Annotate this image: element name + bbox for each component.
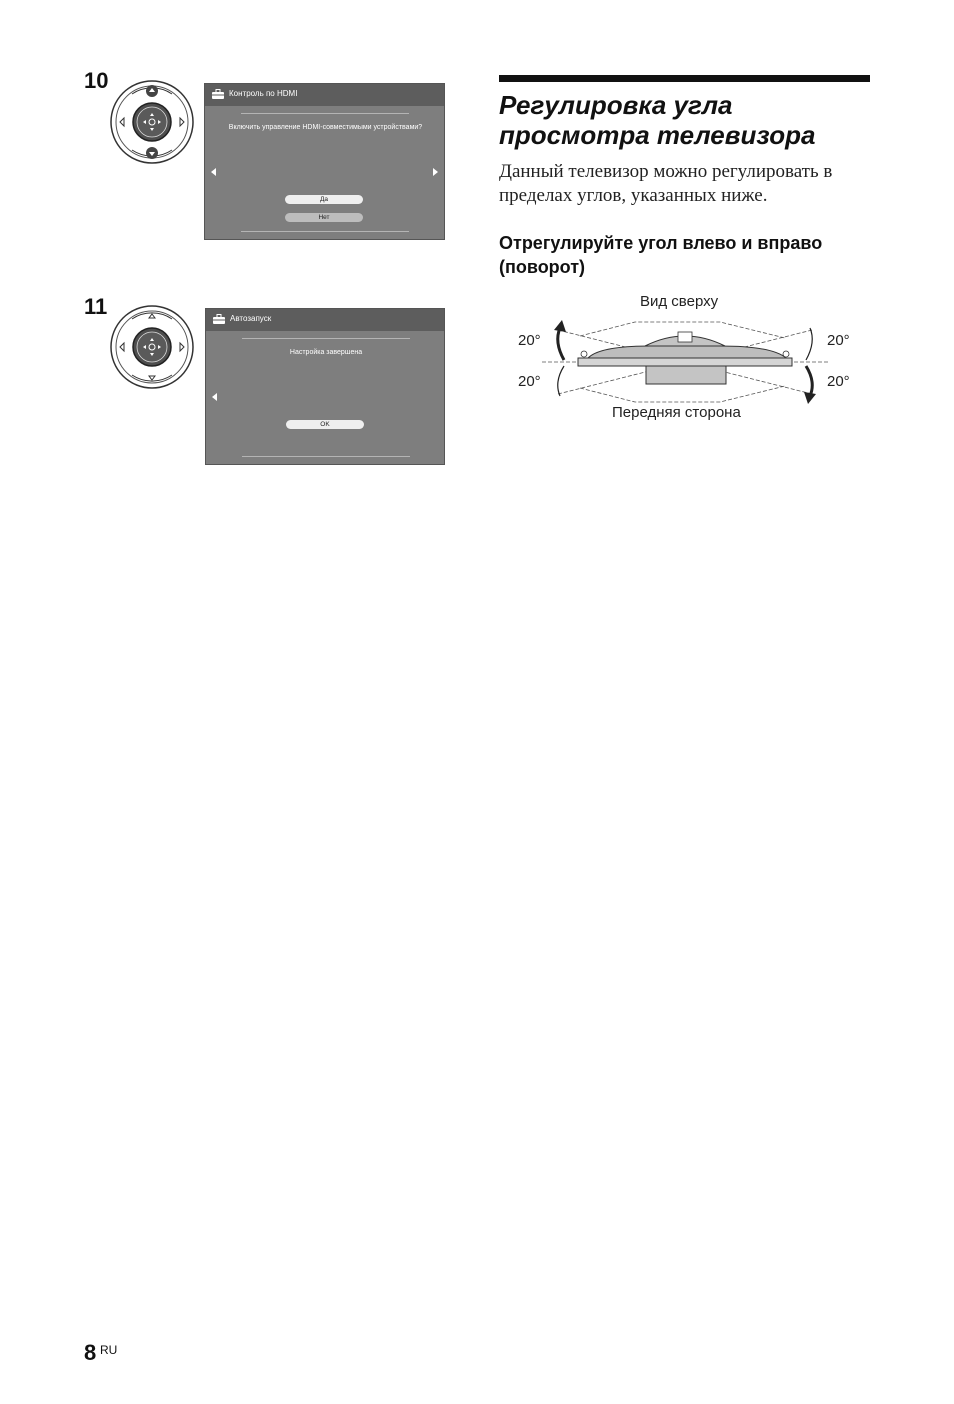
no-button[interactable]: Нет [285,213,363,222]
toolbox-icon [212,89,224,99]
angle-label: 20° [827,373,850,390]
diagram-top-label: Вид сверху [640,293,719,310]
angle-label: 20° [518,332,541,349]
right-arrow-icon[interactable] [433,168,438,176]
section-intro: Данный телевизор можно регулировать в пределах углов, указанных ниже. [499,161,833,206]
angle-label: 20° [518,373,541,390]
left-arrow-icon[interactable] [211,168,216,176]
screen-message: Включить управление HDMI-совместимыми устройствами? [228,124,423,131]
divider [241,231,409,232]
angle-label: 20° [827,332,850,349]
autostart-screen [205,308,445,465]
ok-button[interactable]: OK [286,420,364,429]
section-subheading: Отрегулируйте угол влево и вправо (поворот) [499,233,823,277]
screen-title: Контроль по HDMI [229,89,298,98]
left-arrow-icon[interactable] [212,393,217,401]
screen-title: Автозапуск [230,314,272,323]
divider [242,338,410,339]
divider [242,456,410,457]
toolbox-icon [213,314,225,324]
screen-header [206,309,444,331]
section-title: Регулировка угла просмотра телевизора [499,90,816,150]
page-language: RU [100,1343,118,1357]
diagram-bottom-label: Передняя сторона [612,404,741,421]
yes-button[interactable]: Да [285,195,363,204]
section-rule [499,75,870,82]
remote-dpad-icon [110,305,195,390]
step-number: 11 [84,294,108,319]
tv-swivel-diagram [540,312,830,407]
step-number: 10 [84,68,109,93]
screen-message: Настройка завершена [289,349,363,356]
remote-dpad-icon [110,80,195,165]
screen-header [205,84,444,106]
page-number: 8 [84,1340,97,1365]
divider [241,113,409,114]
hdmi-control-screen [204,83,445,240]
